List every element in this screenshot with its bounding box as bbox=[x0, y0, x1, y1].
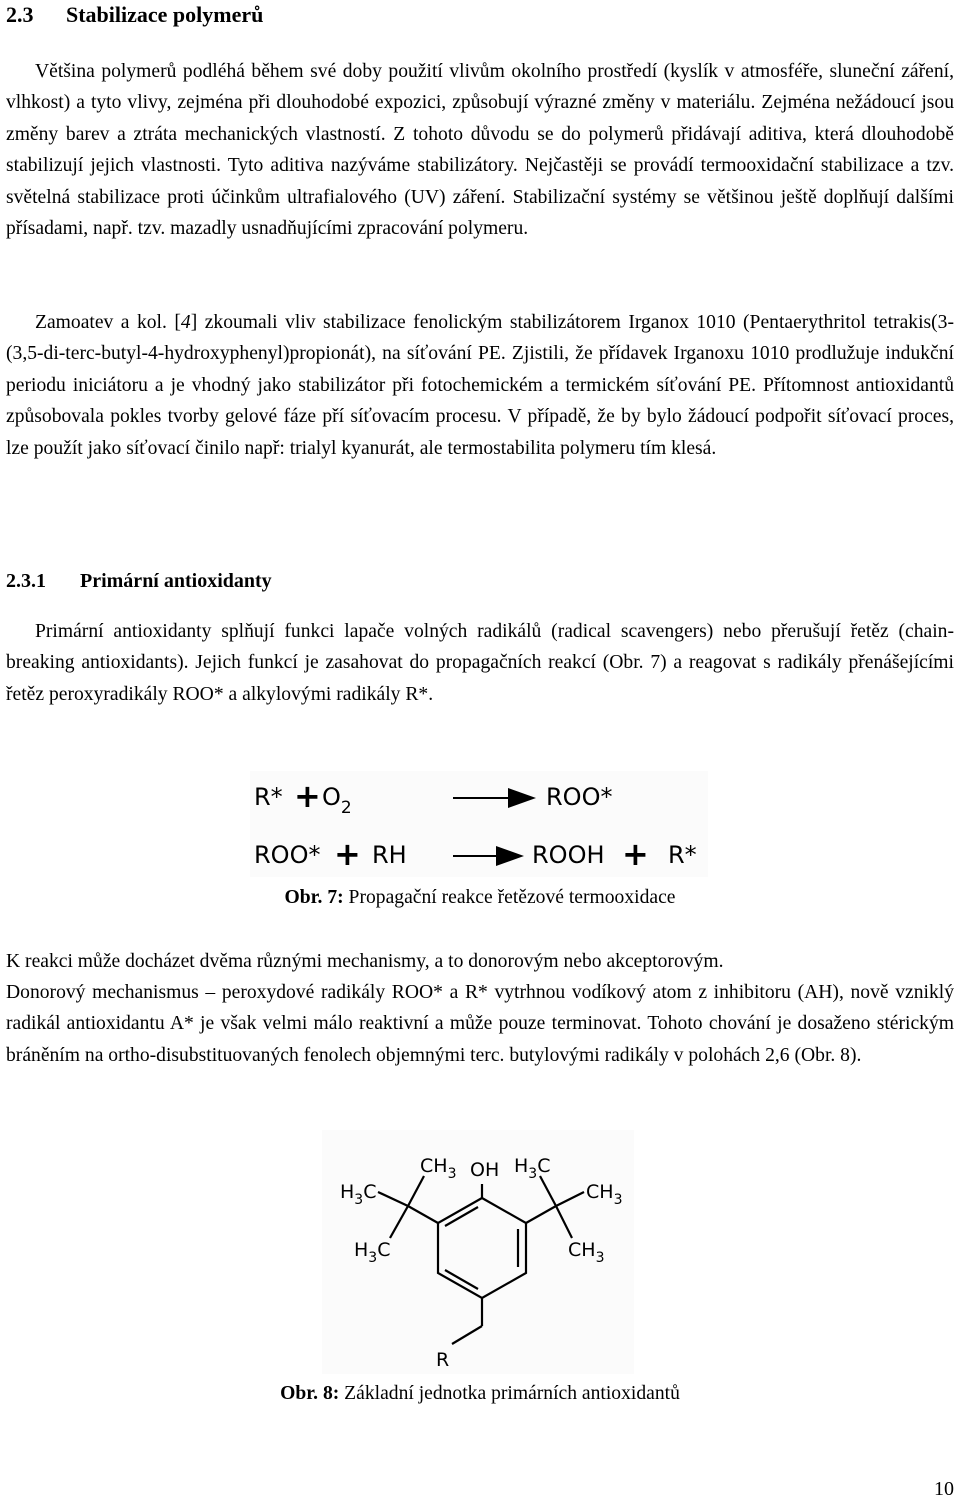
benzene-ring bbox=[438, 1198, 526, 1298]
r-label: R bbox=[436, 1349, 450, 1371]
page-number: 10 bbox=[934, 1478, 954, 1500]
reaction-scheme-svg bbox=[250, 771, 708, 877]
h3c-bottom-left-label: $H_3C$ bbox=[354, 1239, 391, 1266]
section-title: Stabilizace polymerů bbox=[66, 2, 264, 27]
paragraph-primary-antioxidants: Primární antioxidanty splňují funkci lapače volných radikálů (radical scavengers) nebo přerušují řetěz (chain-breaking antioxidants). Jejich funkcí je zasahovat do propagačních reakcí (Obr. 7) a reagovat s radikály přenášejícími řetěz peroxyradikály ROO* a alkylovými radikály R*. bbox=[6, 621, 954, 705]
reaction1-reactant2 bbox=[322, 783, 352, 818]
figure-7-label: Obr. 7: bbox=[284, 887, 344, 908]
figure-7-caption bbox=[0, 884, 960, 912]
figure-8-label: Obr. 8: bbox=[280, 1383, 340, 1404]
subsection-heading bbox=[6, 566, 272, 596]
ch3-top-left-label: $CH_3$ bbox=[420, 1155, 457, 1182]
paragraph-intro: Většina polymerů podléhá během své doby použití vlivům okolního prostředí (kyslík v atmosféře, sluneční záření, vlhkost) a tyto vlivy, zejména při dlouhodobé expozici, způsobují výrazné změny v materiálu. Zejména nežádoucí jsou změny barev a ztráta mechanických vlastností. Z tohoto důvodu se do polymerů přidávají aditiva, která dlouhodobě stabilizují jejich vlastnosti. Tyto aditiva nazýváme stabilizátory. Nejčastěji se provádí termooxidační stabilizace a tzv. světelná stabilizace proti účinkům ultrafialového (UV) záření. Stabilizační systémy se většinou ještě doplňují dalšími přísadami, např. tzv. mazadly usnadňujícími zpracování polymeru. bbox=[6, 61, 954, 240]
zamoatev-text-after: ] zkoumali vliv stabilizace fenolickým stabilizátorem Irganox 1010 (Pentaerythritol tetrakis(3-(3,5-di-terc-butyl-4-hydroxyphenyl)propionát), na síťování PE. Zjistili, že přídavek Irganoxu 1010 prodlužuje indukční periodu iniciátoru a je vhodný jako stabilizátor při fotochemickém a termickém síťování PE. Přítomnost antioxidantů způsobovala pokles tvorby gelové fáze pří síťovacím procesu. V případě, že by bylo žádoucí podpořit síťovací proces, lze použít jako síťovací činilo např: trialyl kyanurát, ale termostabilita polymeru tím klesá. bbox=[6, 312, 954, 459]
reaction2-product2: R* bbox=[668, 841, 697, 869]
reaction2-reactant1: ROO* bbox=[254, 841, 321, 869]
subsection-title: Primární antioxidanty bbox=[80, 570, 272, 592]
reaction1-product: ROO* bbox=[546, 783, 613, 811]
paragraph-donor-mechanism: Donorový mechanismus – peroxydové radikály ROO* a R* vytrhnou vodíkový atom z inhibitoru (AH), nově vzniklý radikál antioxidantu A* je však velmi málo reaktivní a může pouze terminovat. Tohoto chování je dosaženo stérickým bráněním na ortho-disubstituovaných fenolech objemnými terc. butylovými radikály v polohách 2,6 (Obr. 8). bbox=[6, 982, 954, 1066]
zamoatev-text-before: Zamoatev a kol. [ bbox=[35, 312, 181, 333]
figure-8-caption-text: Základní jednotka primárních antioxidantů bbox=[339, 1383, 680, 1404]
paragraph-zamoatev bbox=[6, 307, 954, 464]
o2-subscript: 2 bbox=[340, 798, 352, 818]
ch3-bottom-right-label: $CH_3$ bbox=[568, 1239, 605, 1266]
phenol-structure-svg bbox=[322, 1130, 634, 1374]
h3c-top-right-label: $H_3C$ bbox=[514, 1155, 551, 1182]
subsection-number: 2.3.1 bbox=[6, 570, 46, 592]
reaction2-plus1: + bbox=[334, 835, 361, 873]
ch3-right-label: $CH_3$ bbox=[586, 1181, 623, 1208]
section-number: 2.3 bbox=[6, 2, 34, 27]
h3c-left-label: $H_3C$ bbox=[340, 1181, 377, 1208]
figure-7-reaction-scheme bbox=[250, 771, 708, 877]
paragraph-mechanisms: K reakci může docházet dvěma různými mechanismy, a to donorovým nebo akceptorovým. bbox=[6, 951, 724, 972]
section-heading bbox=[6, 0, 263, 30]
figure-8-caption bbox=[0, 1380, 960, 1408]
reaction2-plus2: + bbox=[622, 835, 649, 873]
reference-link[interactable]: 4 bbox=[180, 312, 191, 333]
reaction2-product1: ROOH bbox=[532, 841, 605, 869]
figure-8-structure bbox=[322, 1130, 634, 1374]
figure-7-caption-text: Propagační reakce řetězové termooxidace bbox=[343, 887, 676, 908]
substituent-bonds bbox=[378, 1176, 584, 1344]
o2-base: O bbox=[322, 783, 341, 811]
reaction1-plus: + bbox=[294, 777, 321, 815]
reaction1-reactant1: R* bbox=[254, 783, 283, 811]
oh-label: OH bbox=[470, 1159, 500, 1181]
reaction2-reactant2: RH bbox=[372, 841, 407, 869]
